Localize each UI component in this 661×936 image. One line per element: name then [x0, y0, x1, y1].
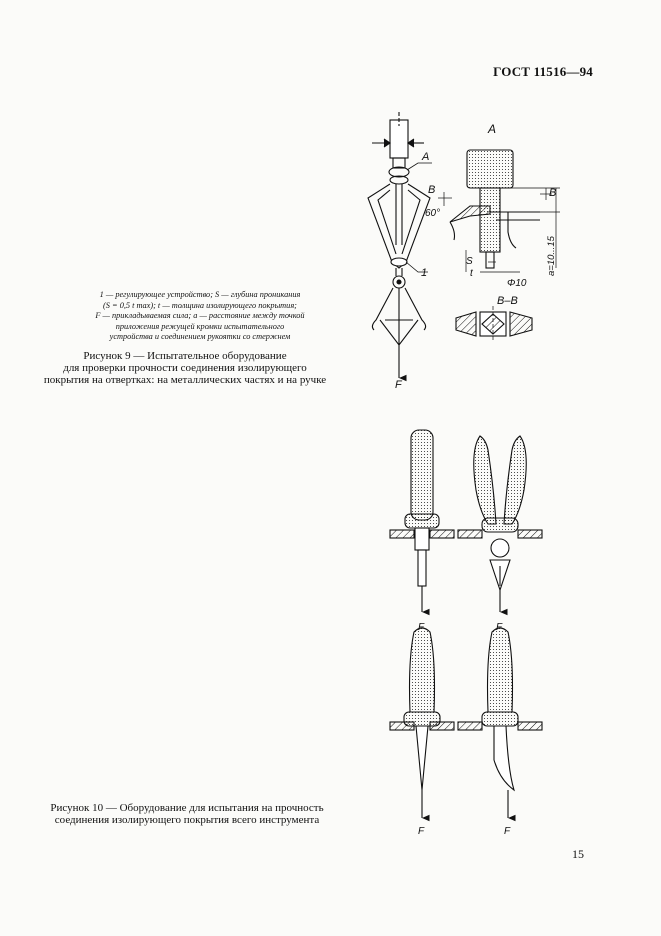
caption-line: Рисунок 10 — Оборудование для испытания на прочность [50, 802, 324, 814]
label-force-3: F [418, 826, 425, 837]
label-t: t [470, 268, 473, 279]
label-b-right: B [549, 187, 557, 199]
label-force-fig9: F [395, 379, 402, 391]
legend-line: приложения режущей кромки испытательного [115, 321, 285, 331]
standard-header: ГОСТ 11516—94 [493, 64, 593, 79]
label-force-1: F [418, 622, 425, 633]
legend-line: 1 — регулирующее устройство; S — глубина проникания [99, 290, 301, 299]
label-a-left: A [422, 151, 430, 163]
label-force-2: F [496, 622, 503, 633]
label-section-bb: B–B [497, 295, 518, 307]
legend-line: устройства и соединением рукоятки со стержнем [109, 332, 291, 342]
figure-9-legend [70, 290, 330, 343]
label-diameter: Φ10 [507, 278, 527, 289]
screwdriver-test-rig [368, 112, 430, 378]
page-number: 15 [572, 847, 584, 861]
caption-line: соединения изолирующего покрытия всего инструмента [54, 814, 320, 826]
figure-9-caption [30, 350, 340, 386]
label-angle: 60° [425, 208, 441, 219]
screwdriver-tool [390, 430, 454, 612]
label-a-top: A [488, 122, 497, 136]
view-a-detail [438, 150, 560, 272]
awl-tool [390, 628, 454, 818]
pliers-tool [458, 436, 542, 612]
label-force-4: F [504, 826, 511, 837]
label-s: S [466, 256, 473, 267]
knife-tool [458, 628, 542, 818]
figure-10-caption [28, 802, 346, 826]
section-bb-detail [456, 306, 532, 342]
legend-line: F — прикладываемая сила; a — расстояние между точкой [95, 311, 305, 321]
label-distance-a: a=10...15 [546, 236, 557, 276]
caption-line: Рисунок 9 — Испытательное оборудование [83, 350, 287, 362]
label-part-1: 1 [421, 267, 428, 279]
caption-line: для проверки прочности соединения изолирующего [63, 362, 307, 374]
caption-line: покрытия на отвертках: на металлических частях и на ручке [43, 374, 327, 386]
legend-line: (S = 0,5 t max); t — толщина изолирующего покрытия; [103, 300, 297, 310]
label-b-left: B [428, 184, 436, 196]
figure-10-drawing [0, 420, 661, 840]
